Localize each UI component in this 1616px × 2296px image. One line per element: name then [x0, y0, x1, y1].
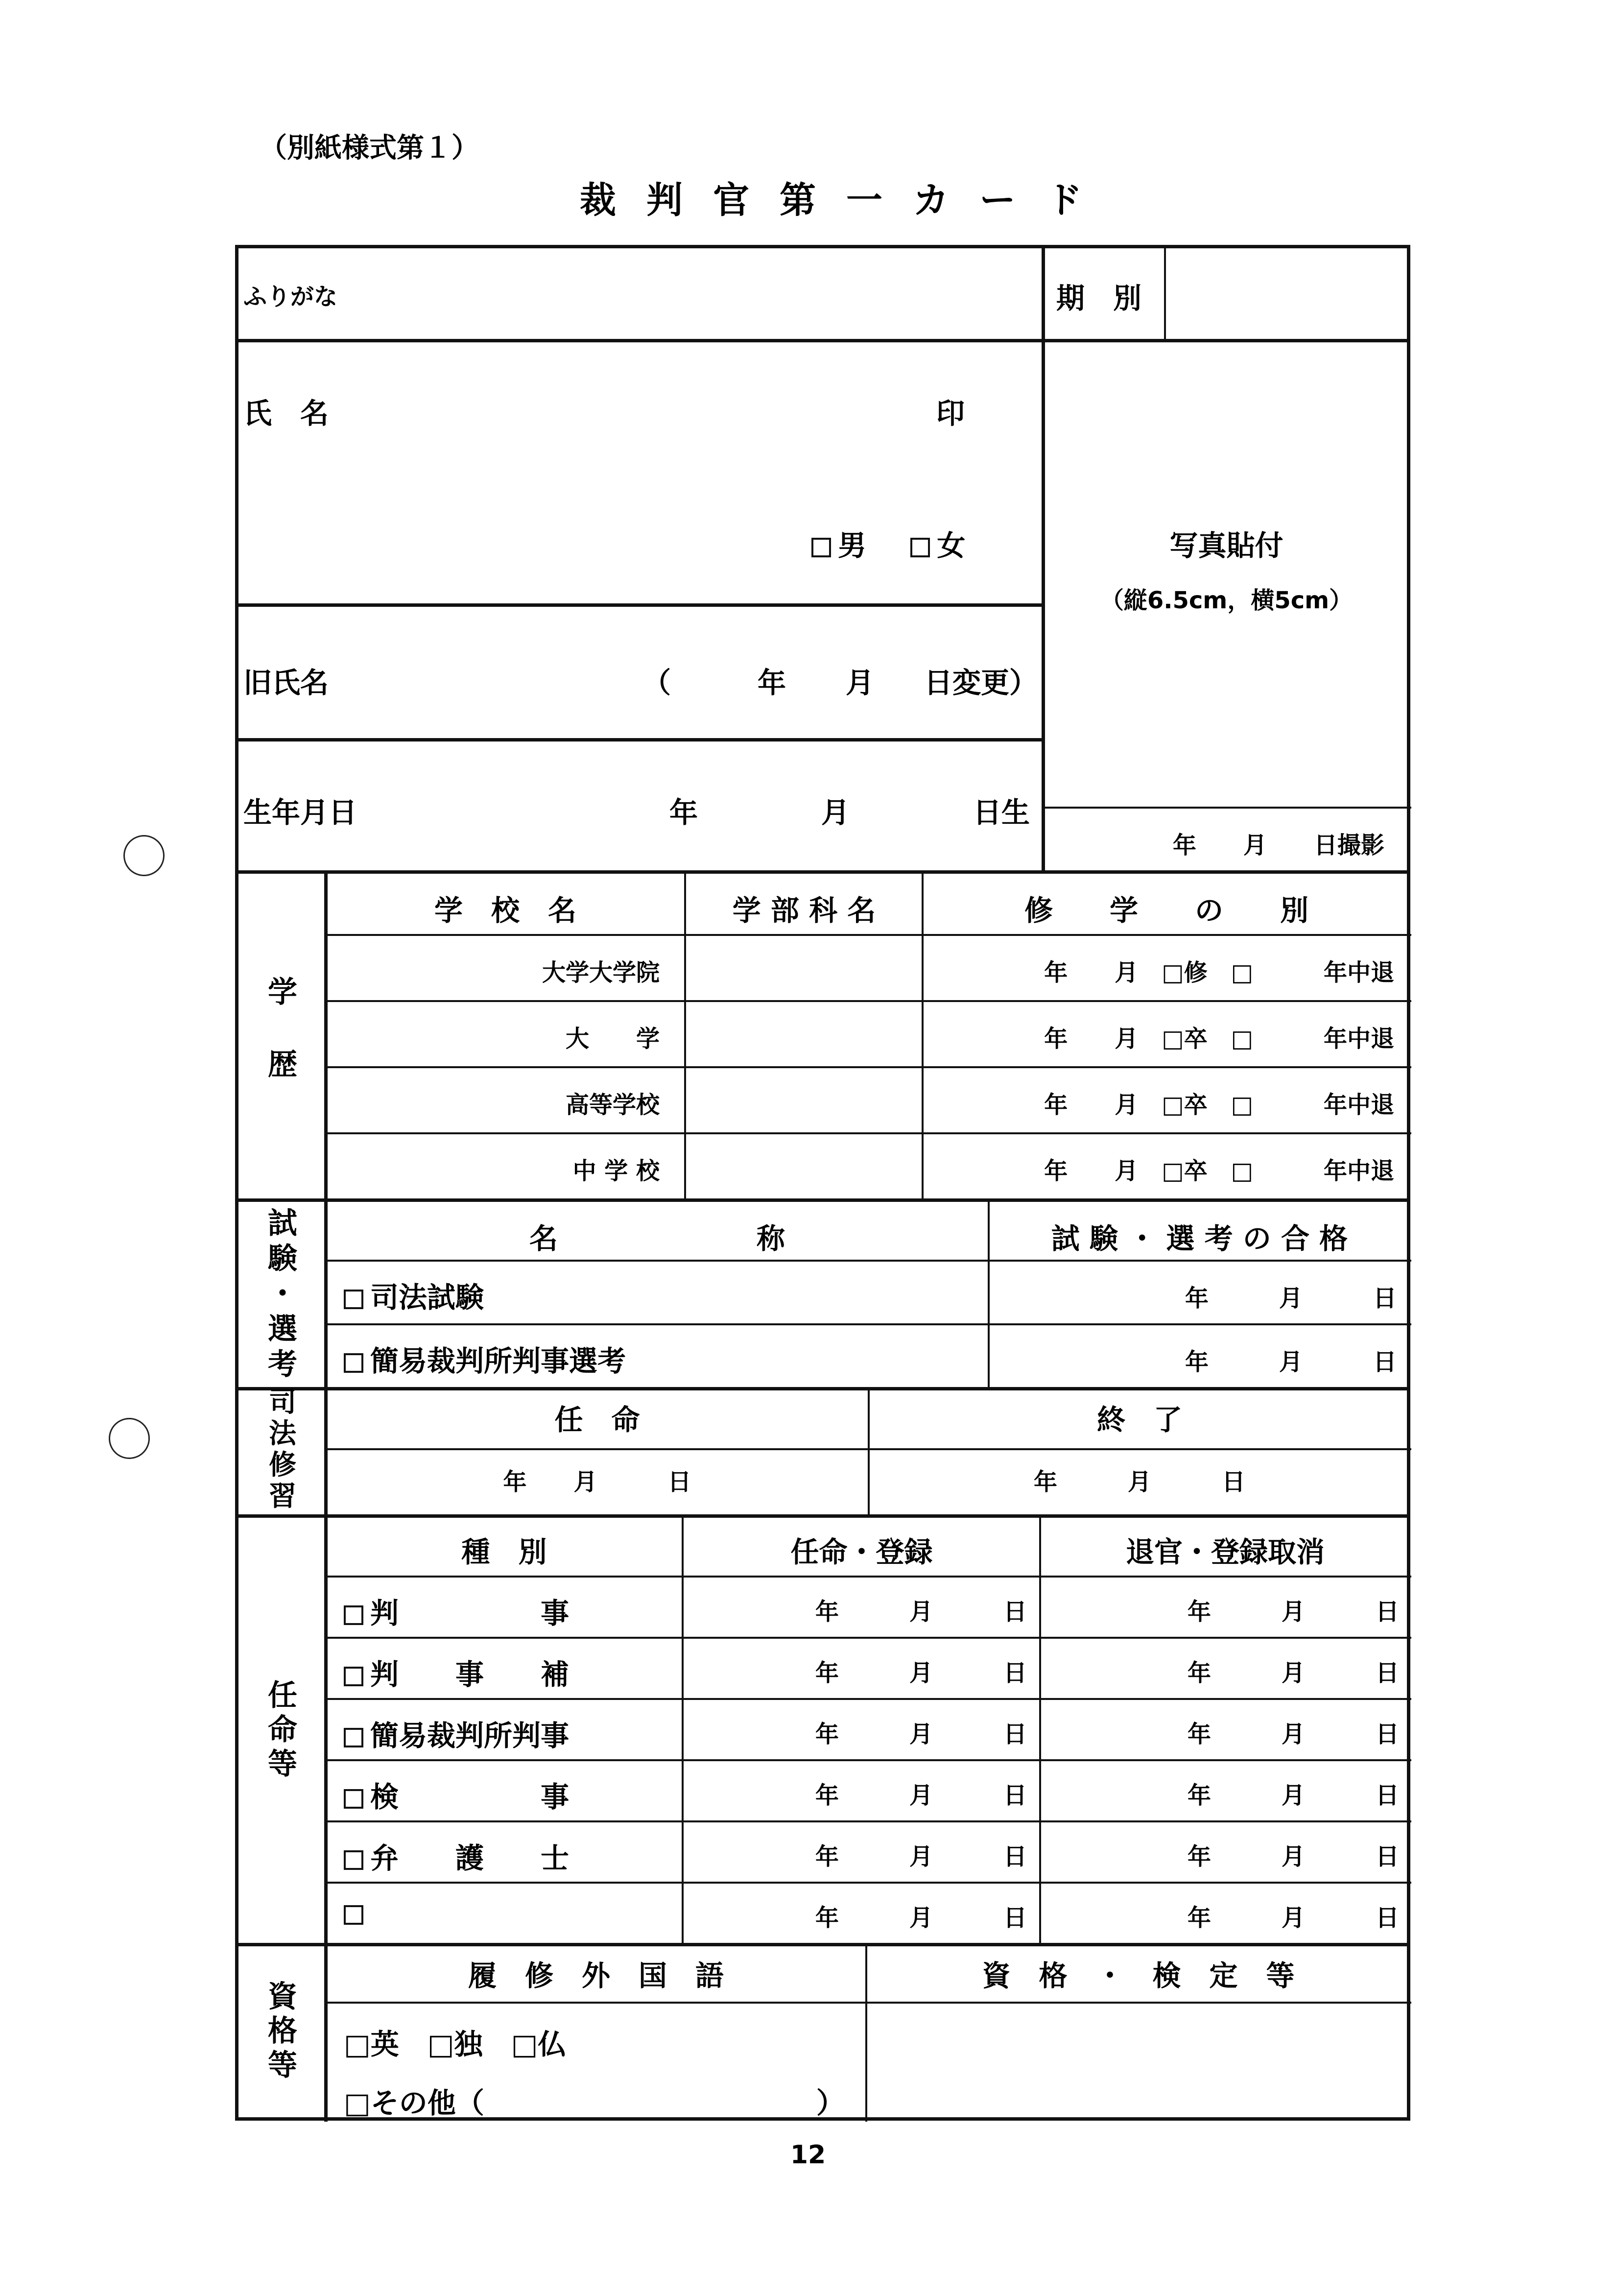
exam-row-date: 年 月 日 [1185, 1285, 1397, 1312]
languages-header: 履 修 外 国 語 [468, 1959, 724, 1992]
appt-row-end: 年 月 日 [1187, 1659, 1399, 1687]
punch-hole [123, 835, 165, 876]
exam-row-name: 司法試験 [344, 1274, 484, 1315]
appt-row-start: 年 月 日 [815, 1782, 1027, 1809]
edu-faculty-field[interactable] [687, 1135, 919, 1196]
edu-row-status: 年 月 □卒 □ 年中退 [1044, 1091, 1394, 1119]
appt-checkbox[interactable] [344, 1789, 363, 1809]
appt-row-start: 年 月 日 [815, 1721, 1027, 1748]
appt-checkbox[interactable] [344, 1667, 363, 1686]
edu-row-school: 大 学 [565, 1025, 660, 1052]
photo-date: 年 月 日撮影 [1172, 832, 1384, 859]
edu-row-status: 年 月 □卒 □ 年中退 [1044, 1025, 1394, 1052]
page-number: 12 [790, 2140, 826, 2170]
training-header-start: 任 命 [554, 1403, 640, 1436]
licenses-field[interactable] [870, 2007, 1404, 2117]
training-start-date: 年 月 日 [503, 1468, 691, 1496]
birth-date-field[interactable] [385, 767, 1022, 856]
language-other[interactable]: □その他（ [344, 2086, 484, 2120]
exam-side-label: 試 験 ・ 選 考 [268, 1206, 297, 1382]
edu-header-school: 学 校 名 [434, 894, 576, 927]
kibetsu-field[interactable] [1166, 248, 1411, 340]
appt-row-type [344, 1896, 370, 1930]
seal-label: 印 [936, 397, 965, 430]
appt-row-end: 年 月 日 [1187, 1904, 1399, 1932]
male-checkbox[interactable] [811, 538, 831, 557]
appt-header-type: 種 別 [461, 1535, 547, 1569]
name-label: 氏 名 [243, 397, 329, 430]
judge-card-form: ふりがな 期 別 氏 名 印 男 女 写真貼付 （縦6.5cm，横5cm） 旧氏名 （ 年 月 日変更） 生年月日 年 月 日生 年 月 日撮影 学 歴 学 校 名 学 部 科 名 修 学 の 別 大学大学院 年 月 □修 □ 年中退 大 学 年 月 □卒 □ 年中退 高等学校 年 月 □卒 □ 年中退 中 学 校 年 月 □卒 □ 年中退 試 験 ・ 選 考 名 称 試 験 ・ 選 考 の 合 格 司法試験 年 月 日 簡易裁判所判事選考 年 月 日 司 法 修 習 任 命 終 了 年 月 日 年 月 日 任 命 等 種 別 任命・登録 退官・登録取消 判 事 年 月 日 年 月 日 判 事 補 年 月 日 年 月 日 簡易裁判所判事 年 月 日 年 月 日 検 事 年 月 日 年 月 日 弁 護 士 年 月 日 年 月 日 年 月 日 年 月 日 資 格 等 履 修 外 国 語 資 格 ・ 検 定 等 □英 □独 □仏 □その他（ ） [235, 245, 1410, 2121]
appt-header-end: 退官・登録取消 [1125, 1535, 1325, 1569]
exam-header-pass: 試 験 ・ 選 考 の 合 格 [1051, 1222, 1348, 1255]
photo-area[interactable] [1051, 346, 1404, 802]
training-end-date: 年 月 日 [1033, 1468, 1245, 1496]
appt-row-start: 年 月 日 [815, 1843, 1027, 1870]
birth-label: 生年月日 [243, 796, 357, 829]
exam-row-name: 簡易裁判所判事選考 [344, 1338, 626, 1379]
appt-checkbox[interactable] [344, 1905, 363, 1925]
edu-row-status: 年 月 □卒 □ 年中退 [1044, 1157, 1394, 1185]
appt-row-end: 年 月 日 [1187, 1598, 1399, 1626]
punch-hole [109, 1418, 150, 1459]
edu-header-faculty: 学 部 科 名 [732, 894, 876, 927]
photo-label: 写真貼付 [1169, 529, 1283, 562]
qualifications-side-label: 資 格 等 [268, 1980, 297, 2082]
appt-row-type: 判 事 [344, 1590, 569, 1631]
edu-faculty-field[interactable] [687, 1069, 919, 1130]
appt-checkbox[interactable] [344, 1850, 363, 1870]
appt-checkbox[interactable] [344, 1728, 363, 1747]
appt-row-start: 年 月 日 [815, 1904, 1027, 1932]
edu-row-school: 高等学校 [565, 1091, 660, 1119]
edu-faculty-field[interactable] [687, 1003, 919, 1064]
appt-checkbox[interactable] [344, 1605, 363, 1625]
exam-row-date: 年 月 日 [1185, 1348, 1397, 1376]
appt-row-start: 年 月 日 [815, 1598, 1027, 1626]
edu-row-status: 年 月 □修 □ 年中退 [1044, 959, 1394, 986]
furigana-label: ふりがな [243, 283, 338, 311]
training-header-end: 終 了 [1096, 1403, 1182, 1436]
gender-select: 男 女 [811, 523, 965, 564]
name-field[interactable] [346, 356, 924, 503]
appt-row-start: 年 月 日 [815, 1659, 1027, 1687]
edu-faculty-field[interactable] [687, 936, 919, 998]
former-name-label: 旧氏名 [243, 666, 329, 699]
training-side-label: 司 法 修 習 [269, 1387, 296, 1512]
appt-header-start: 任命・登録 [790, 1535, 933, 1569]
appt-row-type: 弁 護 士 [344, 1835, 569, 1876]
former-name-change-date: 日変更） [924, 666, 1038, 699]
document-label: （別紙様式第１） [260, 132, 479, 164]
exam-checkbox[interactable] [344, 1290, 363, 1309]
education-side-label: 学 歴 [268, 975, 297, 1082]
photo-size: （縦6.5cm，横5cm） [1100, 587, 1353, 614]
kibetsu-label: 期 別 [1056, 282, 1142, 315]
edu-row-school: 中 学 校 [572, 1157, 660, 1185]
page-title: 裁 判 官 第 一 カ ー ド [580, 179, 1085, 221]
licenses-header: 資 格 ・ 検 定 等 [982, 1959, 1295, 1992]
female-checkbox[interactable] [910, 538, 930, 557]
appt-row-type: 簡易裁判所判事 [344, 1713, 569, 1754]
edu-header-status: 修 学 の 別 [1024, 894, 1308, 927]
appt-row-end: 年 月 日 [1187, 1843, 1399, 1870]
appt-row-type: 検 事 [344, 1774, 569, 1815]
language-options[interactable]: □英 □独 □仏 [344, 2028, 567, 2061]
appt-row-end: 年 月 日 [1187, 1721, 1399, 1748]
appointment-side-label: 任 命 等 [268, 1678, 297, 1781]
appt-row-end: 年 月 日 [1187, 1782, 1399, 1809]
edu-row-school: 大学大学院 [542, 959, 660, 986]
exam-header-name: 名 称 [529, 1222, 785, 1255]
exam-checkbox[interactable] [344, 1353, 363, 1373]
furigana-field[interactable] [251, 258, 1034, 327]
appt-row-type: 判 事 補 [344, 1651, 569, 1693]
birth-suffix: 日生 [973, 796, 1030, 829]
